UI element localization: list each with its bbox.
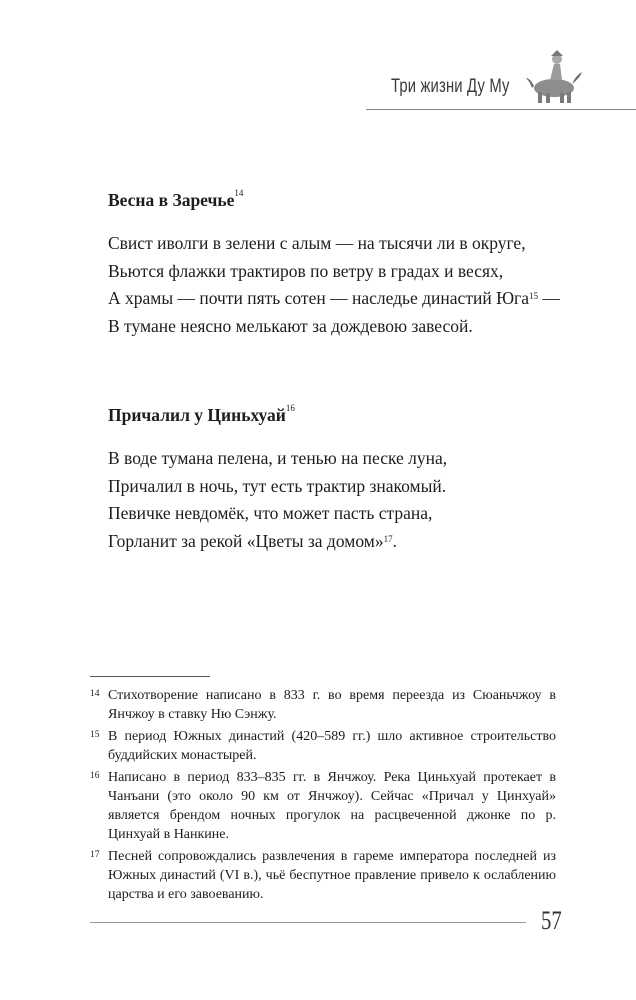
poem-line: Причалил в ночь, тут есть трактир знакомый.: [108, 475, 447, 496]
footnote-ref[interactable]: 17: [383, 533, 393, 544]
footnote-separator: [90, 676, 210, 677]
poem-line: В воде тумана пелена, и тенью на песке луна,: [108, 448, 448, 468]
footnote-number: 17: [90, 850, 100, 860]
poem-line-tail: .: [392, 530, 397, 551]
poem-line: Певичке невдомёк, что может пасть страна,: [108, 503, 433, 523]
footnote-ref[interactable]: 14: [234, 188, 244, 198]
footnote-text: Стихотворение написано в 833 г. во время переезда из Сюаньчжоу в Янчжоу в ставку Ню Сэнжу.: [108, 688, 556, 722]
running-title: Три жизни Ду Му: [391, 76, 510, 97]
poem-1: [108, 190, 560, 340]
poem-line-text: А храмы — почти пять сотен — наследье династий Юга: [108, 288, 529, 308]
poem-title: [108, 405, 447, 426]
poem-line: [108, 285, 560, 313]
poem-line-tail: —: [538, 288, 560, 308]
footnotes: [90, 686, 556, 907]
header-rule: [366, 109, 636, 110]
footnote-text: В период Южных династий (420–589 гг.) шло активное строительство буддийских монастырей.: [108, 729, 556, 763]
poem-title-text: Весна в Заречье: [108, 190, 235, 210]
poem-line: В тумане неясно мелькают за дождевою завесой.: [108, 315, 473, 336]
footnote-ref[interactable]: 15: [529, 291, 538, 301]
footnote-text: Песней сопровождались развлечения в гареме императора последней из Южных династий (VI в.), чьё беспутное правление привело к ослаблению царства и его завоеванию.: [108, 849, 556, 902]
poem-line: Свист иволги в зелени с алым — на тысячи ли в округе,: [108, 233, 526, 253]
footer-rule: [90, 922, 526, 923]
footnote-number: 16: [90, 771, 100, 781]
poem-2: [108, 405, 447, 555]
footnote-number: 14: [90, 689, 100, 699]
poem-line: [108, 528, 447, 556]
footnote: [90, 768, 556, 844]
footnote-ref[interactable]: 16: [285, 403, 295, 413]
rider-on-buffalo-icon: [524, 48, 584, 104]
poem-line-text: Горланит за рекой «Цветы за домом»: [108, 530, 384, 551]
poem-title-text: Причалил у Циньхуай: [108, 405, 286, 425]
poem-title: [108, 190, 560, 211]
poem-line: Вьются флажки трактиров по ветру в градах и весях,: [108, 260, 504, 281]
footnote-text: Написано в период 833–835 гг. в Янчжоу. Река Циньхуай протекает в Чанъани (это около 90 км от Янчжоу). Сейчас «Причал у Цинхуай» является брендом ночных прогулок на расцвеченной джонке по р. Цинхуай в Нанкине.: [108, 770, 556, 842]
footnote: [90, 686, 556, 724]
page-number: 57: [541, 906, 562, 935]
footnote: [90, 727, 556, 765]
footnote: [90, 847, 556, 904]
footnote-number: 15: [90, 730, 100, 740]
